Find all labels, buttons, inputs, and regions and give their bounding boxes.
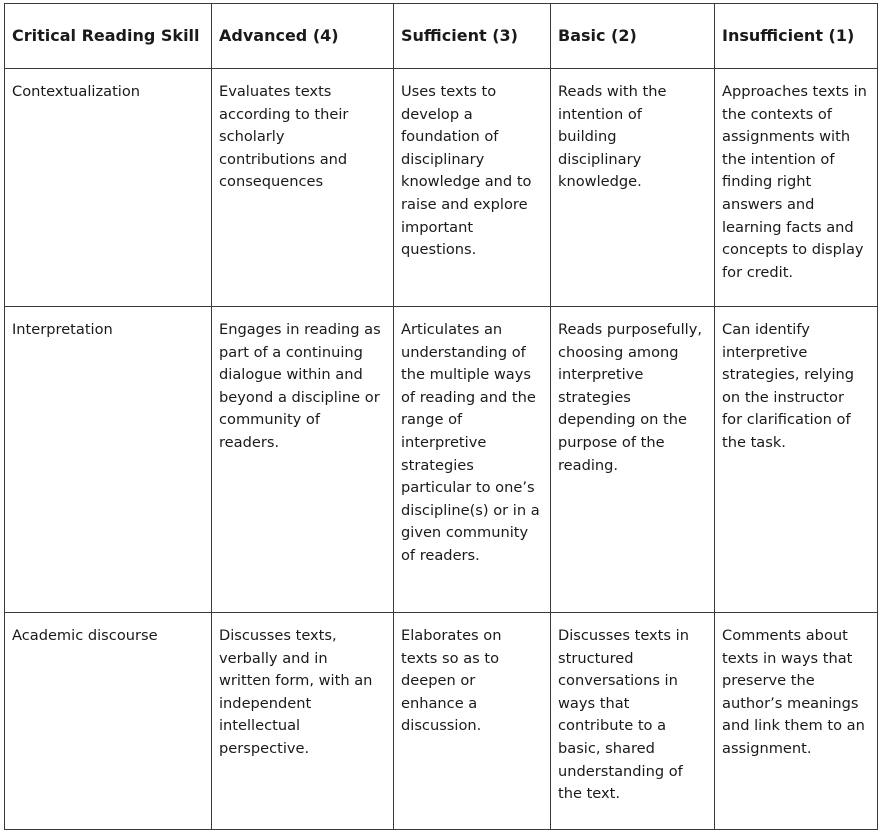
cell-advanced: Evaluates texts according to their scholarly contributions and consequences: [212, 69, 394, 307]
cell-skill: Interpretation: [5, 307, 212, 613]
cell-skill: Contextualization: [5, 69, 212, 307]
header-insufficient: Insufficient (1): [715, 4, 878, 69]
header-row: [5, 4, 878, 69]
cell-basic: Discusses texts in structured conversations in ways that contribute to a basic, shared understanding of the text.: [551, 613, 715, 830]
cell-basic: Reads purposefully, choosing among interpretive strategies depending on the purpose of the reading.: [551, 307, 715, 613]
cell-advanced: Engages in reading as part of a continuing dialogue within and beyond a discipline or community of readers.: [212, 307, 394, 613]
header-sufficient: Sufficient (3): [394, 4, 551, 69]
table-row-contextualization: [5, 69, 878, 307]
cell-basic: Reads with the intention of building disciplinary knowledge.: [551, 69, 715, 307]
cell-advanced: Discusses texts, verbally and in written form, with an independent intellectual perspective.: [212, 613, 394, 830]
table-row-academic-discourse: [5, 613, 878, 830]
header-basic: Basic (2): [551, 4, 715, 69]
cell-skill: Academic discourse: [5, 613, 212, 830]
header-critical-reading-skill: Critical Reading Skill: [5, 4, 212, 69]
cell-insufficient: Comments about texts in ways that preserve the author’s meanings and link them to an assignment.: [715, 613, 878, 830]
cell-insufficient: Can identify interpretive strategies, relying on the instructor for clarification of the task.: [715, 307, 878, 613]
header-advanced: Advanced (4): [212, 4, 394, 69]
cell-sufficient: Uses texts to develop a foundation of disciplinary knowledge and to raise and explore important questions.: [394, 69, 551, 307]
table-row-interpretation: [5, 307, 878, 613]
cell-sufficient: Elaborates on texts so as to deepen or enhance a discussion.: [394, 613, 551, 830]
cell-insufficient: Approaches texts in the contexts of assignments with the intention of finding right answers and learning facts and concepts to display for credit.: [715, 69, 878, 307]
critical-reading-rubric-table: [4, 3, 878, 830]
cell-sufficient: Articulates an understanding of the multiple ways of reading and the range of interpretive strategies particular to one’s discipline(s) or in a given community of readers.: [394, 307, 551, 613]
